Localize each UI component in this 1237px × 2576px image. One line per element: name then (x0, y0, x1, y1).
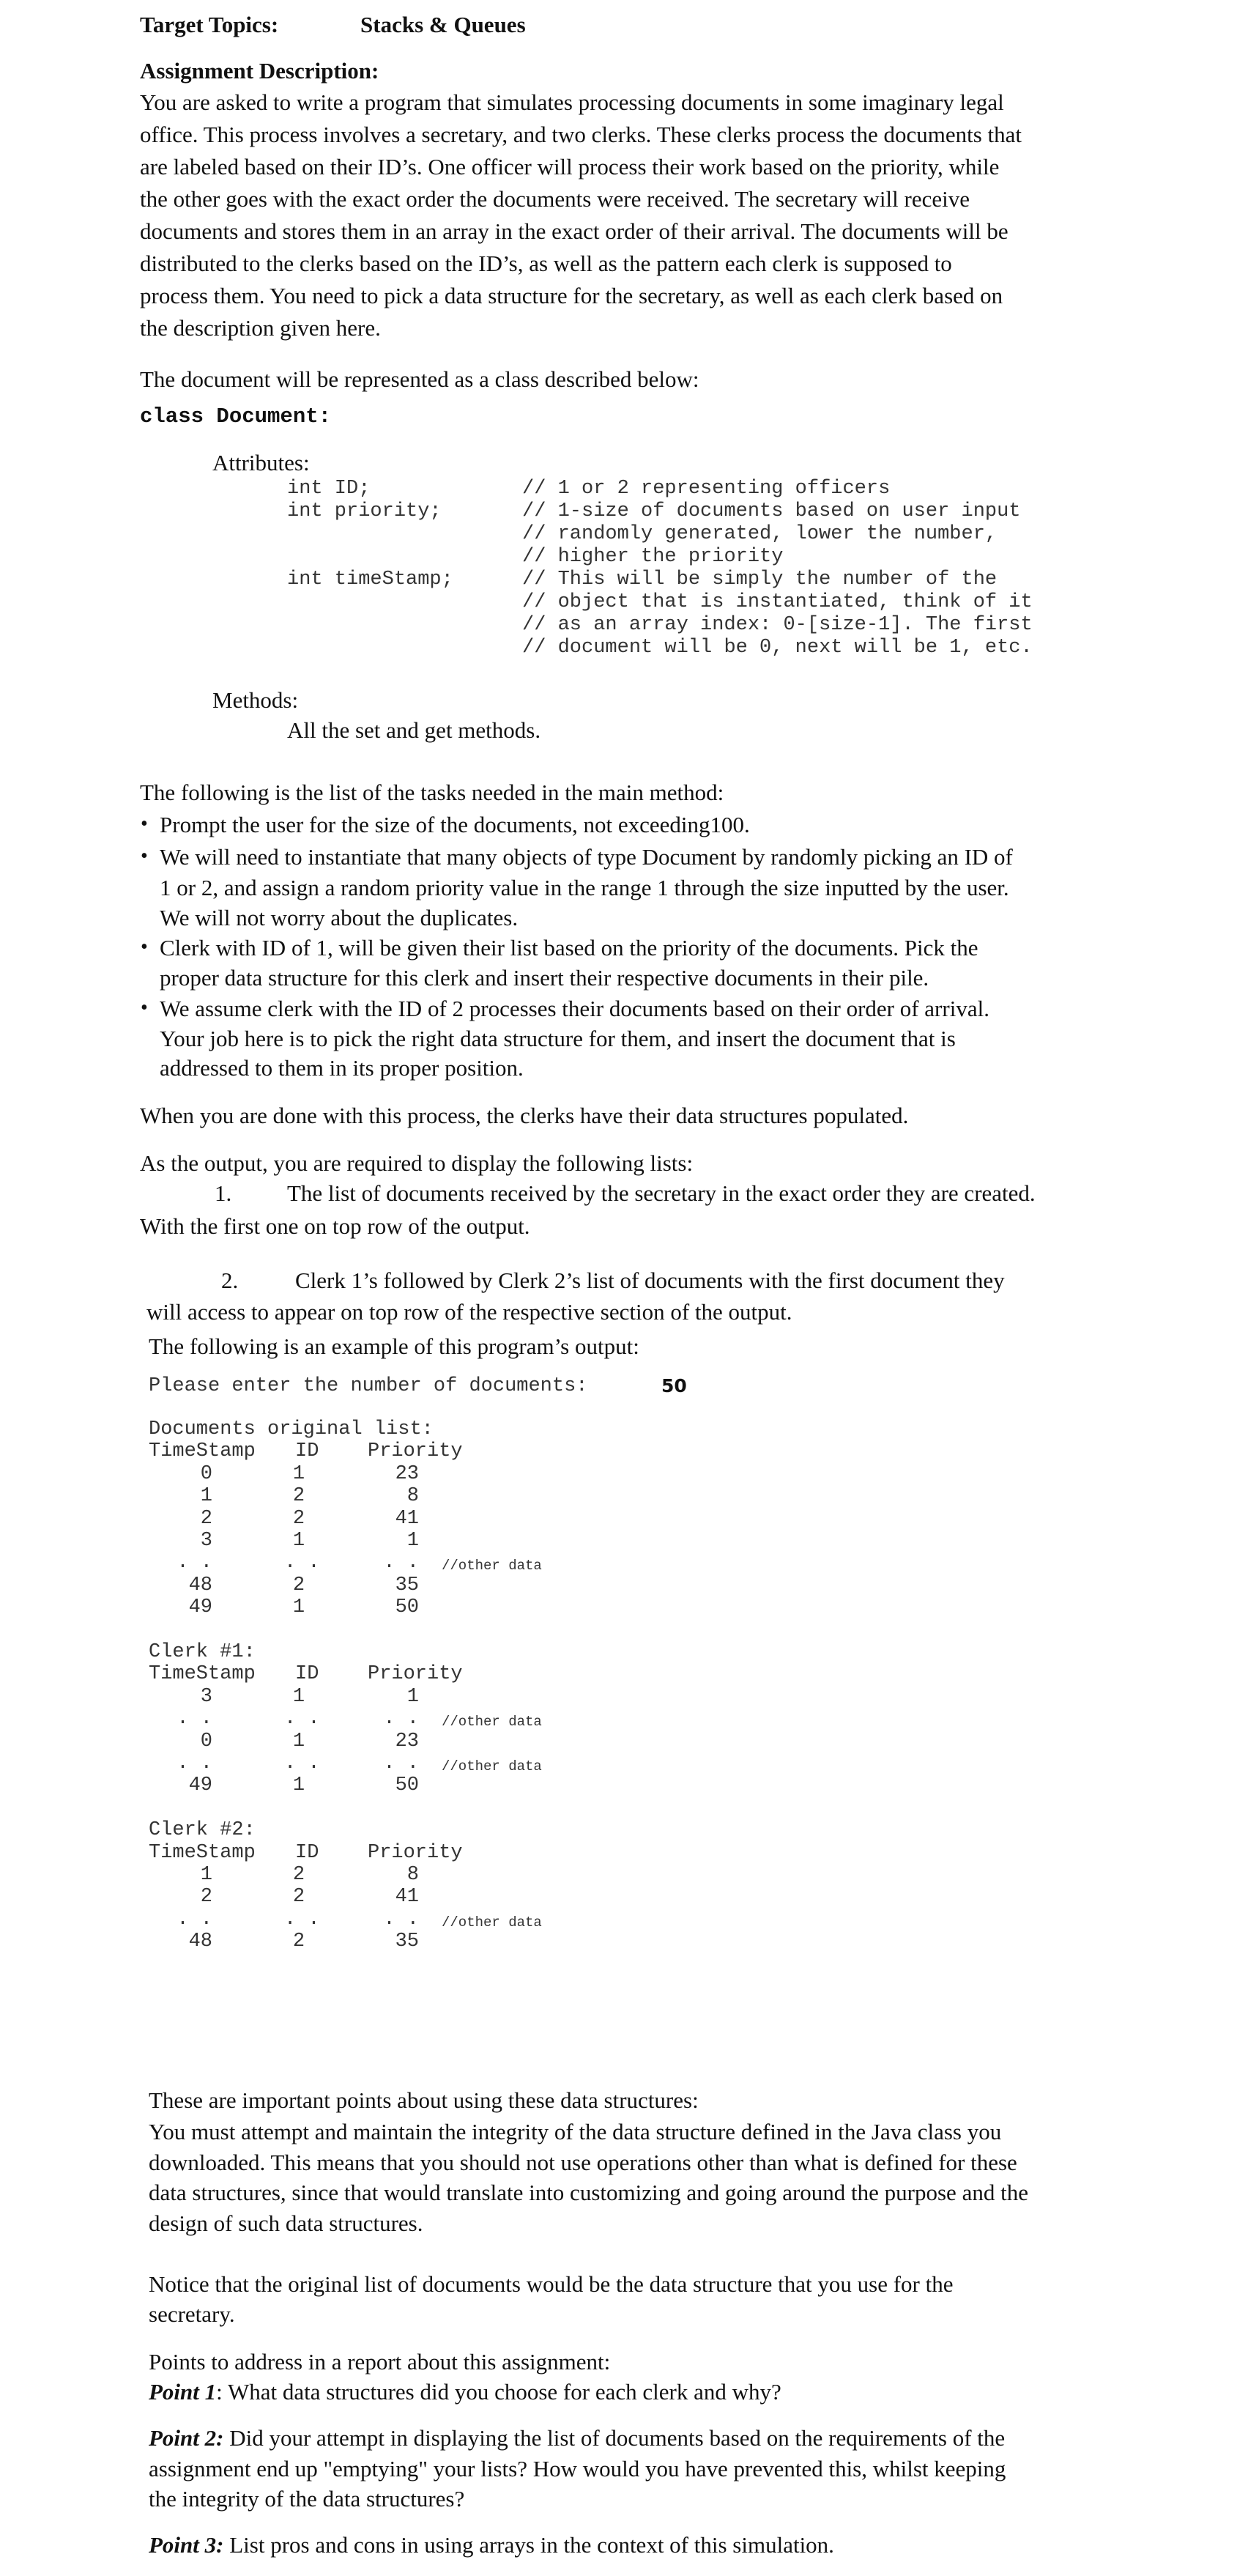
output-intro: As the output, you are required to display the following lists: (140, 1150, 694, 1176)
column-header-priority: Priority (368, 1440, 463, 1463)
cell-note: //other data (442, 1914, 542, 1931)
cell-id: 1 (292, 1462, 305, 1485)
class-name: class Document: (140, 404, 332, 429)
task-line: We will not worry about the duplicates. (160, 905, 519, 930)
console-section-title: Clerk #2: (149, 1819, 256, 1842)
attribute-comment: // 1-size of documents based on user input (522, 500, 1021, 522)
point-2-line: the integrity of the data structures? (149, 2486, 465, 2512)
cell-priority: . . (383, 1708, 419, 1731)
cell-priority: 35 (395, 1931, 419, 1953)
cell-priority: . . (383, 1908, 419, 1931)
point-3-text: List pros and cons in using arrays in the context of this simulation. (223, 2532, 834, 2558)
point-2-text: Did your attempt in displaying the list of documents based on the requirements of the (223, 2425, 1006, 2451)
cell-timestamp: . . (177, 1908, 212, 1931)
item-1-continued: With the first one on top row of the output. (140, 1213, 530, 1239)
cell-priority: 41 (395, 1886, 419, 1909)
console-input-value: 50 (661, 1375, 687, 1396)
cell-priority: 23 (395, 1730, 419, 1753)
done-text: When you are done with this process, the clerks have their data structures populated. (140, 1103, 909, 1128)
cell-id: 1 (292, 1530, 305, 1552)
bullet-icon: • (141, 996, 148, 1019)
attribute-comment: // object that is instantiated, think of it (522, 591, 1033, 613)
attribute-declaration: int timeStamp; (287, 569, 453, 591)
text-line: the description given here. (140, 315, 381, 341)
attribute-comment: // 1 or 2 representing officers (522, 478, 891, 500)
cell-timestamp: 0 (200, 1730, 212, 1753)
text-line: office. This process involves a secretary, and two clerks. These clerks process the documents that (140, 122, 1022, 147)
console-section-title: Clerk #1: (149, 1641, 256, 1663)
cell-timestamp: 1 (200, 1864, 212, 1886)
cell-id: . . (284, 1908, 320, 1931)
text-line: You are asked to write a program that simulates processing documents in some imaginary legal (140, 89, 1004, 115)
cell-id: . . (284, 1753, 320, 1774)
point-1-label: Point 1 (149, 2379, 217, 2405)
cell-timestamp: 49 (188, 1596, 212, 1619)
bullet-icon: • (141, 936, 148, 958)
target-topics-label: Target Topics: (140, 12, 279, 37)
attribute-comment: // randomly generated, lower the number, (522, 523, 998, 545)
column-header-priority: Priority (368, 1663, 463, 1686)
cell-id: 2 (292, 1507, 305, 1530)
cell-id: 2 (292, 1574, 305, 1596)
cell-note: //other data (442, 1758, 542, 1774)
cell-note: //other data (442, 1558, 542, 1574)
console-prompt: Please enter the number of documents: (149, 1375, 588, 1397)
cell-timestamp: 1 (200, 1485, 212, 1508)
class-intro: The document will be represented as a class described below: (140, 366, 699, 392)
cell-priority: 8 (406, 1864, 419, 1886)
cell-id: . . (284, 1708, 320, 1731)
task-line: We will need to instantiate that many objects of type Document by randomly picking an ID of (160, 844, 1013, 870)
attribute-comment: // document will be 0, next will be 1, etc. (522, 637, 1033, 659)
report-intro: Points to address in a report about this assignment: (149, 2349, 611, 2375)
text-line: design of such data structures. (149, 2210, 423, 2236)
attributes-label: Attributes: (212, 450, 310, 475)
cell-timestamp: 3 (200, 1685, 212, 1708)
task-line: proper data structure for this clerk and insert their respective documents in their pile. (160, 965, 929, 991)
methods-label: Methods: (212, 687, 299, 713)
bullet-icon: • (141, 813, 148, 835)
cell-id: 1 (292, 1730, 305, 1753)
attribute-comment: // as an array index: 0-[size-1]. The first (522, 614, 1033, 636)
example-intro: The following is an example of this program’s output: (149, 1333, 639, 1359)
description-heading: Assignment Description: (140, 58, 379, 84)
item-2-text: Clerk 1’s followed by Clerk 2’s list of documents with the first document they (295, 1267, 1005, 1293)
cell-priority: 35 (395, 1574, 419, 1596)
cell-id: 1 (292, 1596, 305, 1619)
cell-timestamp: . . (177, 1552, 212, 1574)
cell-priority: 1 (406, 1685, 419, 1708)
cell-id: 1 (292, 1774, 305, 1797)
column-header-timestamp: TimeStamp (149, 1663, 256, 1686)
item-2-number: 2. (221, 1267, 239, 1293)
target-topics-value: Stacks & Queues (360, 12, 526, 37)
cell-id: 2 (292, 1931, 305, 1953)
cell-id: 2 (292, 1886, 305, 1909)
text-line: data structures, since that would translate into customizing and going around the purpose and the (149, 2180, 1028, 2205)
text-line: distributed to the clerks based on the ID’s, as well as the pattern each clerk is supposed to (140, 251, 952, 276)
cell-timestamp: 49 (188, 1774, 212, 1797)
cell-timestamp: 0 (200, 1462, 212, 1485)
point-1 (149, 2376, 781, 2408)
point-2 (149, 2422, 1005, 2454)
point-3-label: Point 3: (149, 2532, 224, 2558)
attribute-comment: // higher the priority (522, 546, 784, 568)
text-line: the other goes with the exact order the documents were received. The secretary will receive (140, 186, 970, 212)
task-line: addressed to them in its proper position. (160, 1055, 524, 1081)
cell-priority: 50 (395, 1774, 419, 1797)
text-line: secretary. (149, 2301, 235, 2327)
point-1-text: : What data structures did you choose for each clerk and why? (216, 2379, 781, 2405)
cell-timestamp: 2 (200, 1507, 212, 1530)
text-line: You must attempt and maintain the integrity of the data structure defined in the Java class you (149, 2119, 1002, 2144)
methods-text: All the set and get methods. (287, 717, 541, 743)
point-3 (149, 2529, 834, 2561)
item-1-number: 1. (215, 1180, 232, 1206)
attribute-declaration: int priority; (287, 500, 442, 522)
cell-priority: 1 (406, 1530, 419, 1552)
point-2-label: Point 2: (149, 2425, 224, 2451)
column-header-id: ID (295, 1841, 319, 1864)
column-header-id: ID (295, 1440, 319, 1463)
cell-timestamp: 3 (200, 1530, 212, 1552)
text-line: These are important points about using these data structures: (149, 2087, 699, 2113)
column-header-priority: Priority (368, 1841, 463, 1864)
task-line: We assume clerk with the ID of 2 processes their documents based on their order of arrival. (160, 996, 989, 1021)
tasks-intro: The following is the list of the tasks needed in the main method: (140, 780, 724, 805)
task-line: 1 or 2, and assign a random priority value in the range 1 through the size inputted by the user. (160, 875, 1009, 900)
text-line: Notice that the original list of documents would be the data structure that you use for the (149, 2271, 954, 2297)
text-line: are labeled based on their ID’s. One officer will process their work based on the priority, while (140, 154, 1000, 179)
attribute-declaration: int ID; (287, 478, 371, 500)
cell-id: 2 (292, 1864, 305, 1886)
console-section-title: Documents original list: (149, 1418, 434, 1440)
column-header-id: ID (295, 1663, 319, 1686)
column-header-timestamp: TimeStamp (149, 1841, 256, 1864)
cell-timestamp: . . (177, 1753, 212, 1774)
cell-timestamp: 48 (188, 1931, 212, 1953)
cell-timestamp: . . (177, 1708, 212, 1731)
cell-priority: 8 (406, 1485, 419, 1508)
point-2-line: assignment end up "emptying" your lists? How would you have prevented this, whilst keeping (149, 2456, 1006, 2481)
task-line: Your job here is to pick the right data structure for them, and insert the document that is (160, 1026, 956, 1051)
text-line: documents and stores them in an array in the exact order of their arrival. The documents will be (140, 218, 1008, 244)
item-1-text: The list of documents received by the secretary in the exact order they are created. (287, 1180, 1036, 1206)
text-line: downloaded. This means that you should not use operations other than what is defined for these (149, 2150, 1017, 2175)
cell-id: 1 (292, 1685, 305, 1708)
cell-id: 2 (292, 1485, 305, 1508)
item-2-continued: will access to appear on top row of the respective section of the output. (146, 1299, 792, 1325)
cell-priority: 41 (395, 1507, 419, 1530)
attribute-comment: // This will be simply the number of the (522, 569, 998, 591)
column-header-timestamp: TimeStamp (149, 1440, 256, 1463)
cell-note: //other data (442, 1714, 542, 1731)
cell-timestamp: 48 (188, 1574, 212, 1596)
bullet-icon: • (141, 845, 148, 867)
cell-priority: . . (383, 1753, 419, 1774)
cell-priority: 23 (395, 1462, 419, 1485)
text-line: process them. You need to pick a data structure for the secretary, as well as each clerk based on (140, 283, 1003, 308)
task-line: Clerk with ID of 1, will be given their list based on the priority of the documents. Pick the (160, 935, 978, 961)
cell-priority: . . (383, 1552, 419, 1574)
cell-timestamp: 2 (200, 1886, 212, 1909)
cell-priority: 50 (395, 1596, 419, 1619)
task-line: Prompt the user for the size of the documents, not exceeding100. (160, 812, 750, 837)
cell-id: . . (284, 1552, 320, 1574)
